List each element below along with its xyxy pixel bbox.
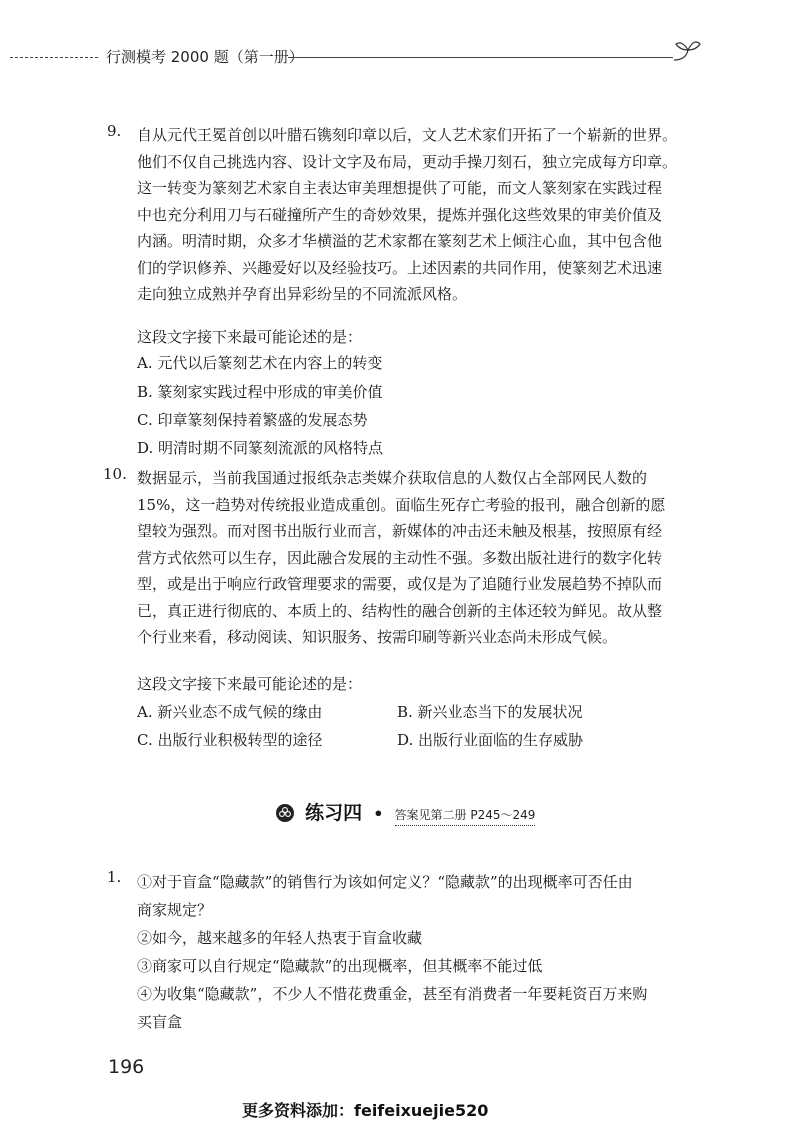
option-c: C. 印章篆刻保持着繁盛的发展态势	[137, 411, 368, 429]
stem-line: ③商家可以自行规定“隐藏款”的出现概率，但其概率不能过低	[137, 957, 543, 975]
option-b: B. 新兴业态当下的发展状况	[397, 703, 583, 721]
stem-line: ①对于盲盒“隐藏款”的销售行为该如何定义？“隐藏款”的出现概率可否任由	[137, 873, 633, 891]
stem-line: 中也充分利用刀与石碰撞所产生的奇妙效果，提炼并强化这些效果的审美价值及	[137, 205, 663, 224]
section-separator: •	[373, 804, 384, 823]
stem-line: 15%，这一趋势对传统报业造成重创。面临生死存亡考验的报刊，融合创新的愿	[137, 495, 666, 514]
question-prompt: 这段文字接下来最可能论述的是：	[137, 328, 363, 346]
stem-line: 他们不仅自己挑选内容、设计文字及布局，更动手操刀刻石，独立完成每方印章。	[137, 152, 678, 171]
option-c: C. 出版行业积极转型的途径	[137, 731, 323, 749]
option-d: D. 出版行业面临的生存威胁	[397, 731, 584, 749]
option-a: A. 新兴业态不成气候的缘由	[137, 703, 323, 721]
stem-line: 商家规定？	[137, 901, 213, 919]
section-title: 练习四	[305, 802, 363, 824]
option-a: A. 元代以后篆刻艺术在内容上的转变	[137, 354, 383, 372]
question-stem	[137, 465, 699, 651]
stem-line: 已，真正进行彻底的、本质上的、结构性的融合创新的主体还较为鲜见。故从整	[137, 601, 663, 620]
answer-reference: 答案见第二册 P245～249	[395, 806, 536, 826]
header-dashed-rule	[10, 57, 98, 58]
running-header	[10, 46, 700, 70]
question-stem	[137, 122, 699, 308]
stem-line: 内涵。明清时期，众多才华横溢的艺术家都在篆刻艺术上倾注心血，其中包含他	[137, 232, 663, 250]
stem-line: 个行业来看，移动阅读、知识服务、按需印刷等新兴业态尚未形成气候。	[137, 628, 618, 646]
stem-line: 们的学识修养、兴趣爱好以及经验技巧。上述因素的共同作用，使篆刻艺术迅速	[137, 258, 663, 277]
sprout-icon	[672, 38, 702, 64]
stem-line: ④为收集“隐藏款”，不少人不惜花费重金，甚至有消费者一年要耗资百万来购	[137, 985, 648, 1003]
page-number: 196	[108, 1056, 145, 1078]
stem-line: 望较为强烈。而对图书出版行业而言，新媒体的冲击还未触及根基，按照原有经	[137, 522, 663, 540]
header-rule	[288, 57, 673, 58]
stem-line: 走向独立成熟并孕育出异彩纷呈的不同流派风格。	[137, 285, 468, 303]
section-heading	[276, 798, 535, 828]
stem-line: 买盲盒	[137, 1013, 183, 1031]
stem-line: 自从元代王冕首创以叶腊石镌刻印章以后，文人艺术家们开拓了一个崭新的世界。	[137, 126, 678, 144]
flower-icon	[276, 804, 294, 822]
stem-line: 型，或是出于响应行政管理要求的需要，或仅是为了追随行业发展趋势不掉队而	[137, 575, 663, 593]
header-title: 行测模考 2000 题（第一册）	[106, 48, 304, 66]
stem-line: 营方式依然可以生存，因此融合发展的主动性不强。多数出版社进行的数字化转	[137, 548, 663, 567]
option-b: B. 篆刻家实践过程中形成的审美价值	[137, 383, 383, 401]
question-number: 1.	[107, 868, 122, 886]
option-d: D. 明清时期不同篆刻流派的风格特点	[137, 439, 384, 457]
question-number: 9.	[107, 122, 122, 140]
stem-line: ②如今，越来越多的年轻人热衷于盲盒收藏	[137, 929, 423, 947]
question-number: 10.	[103, 465, 127, 483]
stem-line: 数据显示，当前我国通过报纸杂志类媒介获取信息的人数仅占全部网民人数的	[137, 469, 648, 487]
question-prompt: 这段文字接下来最可能论述的是：	[137, 675, 363, 693]
question-stem	[137, 868, 699, 1036]
stem-line: 这一转变为篆刻艺术家自主表达审美理想提供了可能，而文人篆刻家在实践过程	[137, 179, 663, 197]
footer-note: 更多资料添加：feifeixuejie520	[242, 1101, 489, 1120]
